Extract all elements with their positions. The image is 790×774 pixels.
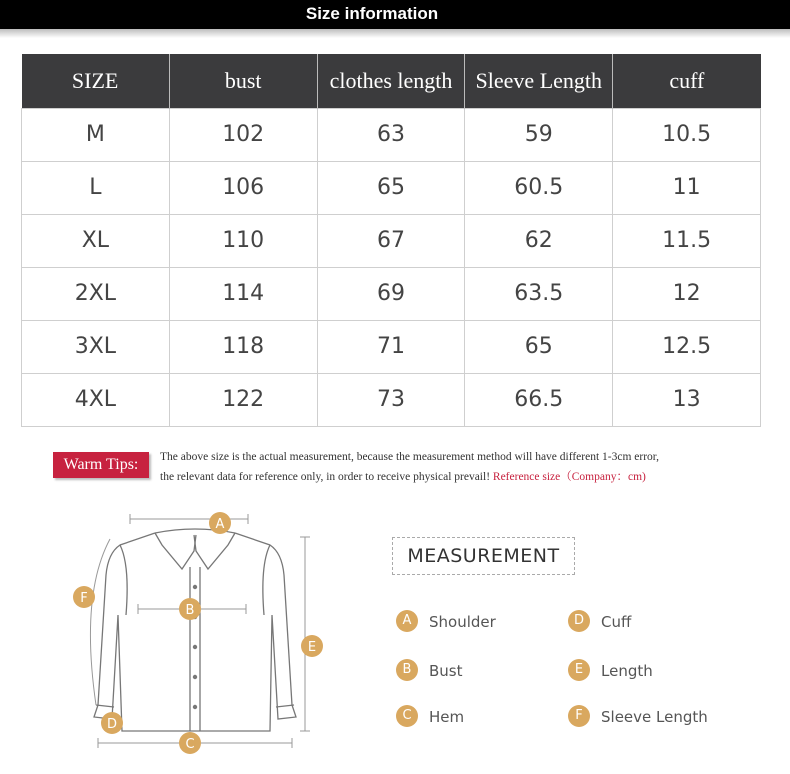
legend-badge-a-icon: A xyxy=(396,610,418,632)
banner-shadow xyxy=(0,29,790,38)
cell-bust: 114 xyxy=(169,267,317,320)
svg-text:C: C xyxy=(185,737,195,752)
legend-badge-e-icon: E xyxy=(568,659,590,681)
cell-size: 4XL xyxy=(22,373,170,426)
legend-badge-b-icon: B xyxy=(396,659,418,681)
cell-bust: 122 xyxy=(169,373,317,426)
legend-label: Shoulder xyxy=(429,613,496,631)
svg-text:D: D xyxy=(106,717,118,732)
tips-text-line2-body: the relevant data for reference only, in order to receive physical prevail! xyxy=(160,471,493,483)
cell-size: M xyxy=(22,108,170,161)
warm-tips-badge: Warm Tips: xyxy=(53,452,149,478)
table-row xyxy=(22,214,761,267)
cell-sleeve-length: 66.5 xyxy=(465,373,613,426)
legend-badge-c-icon: C xyxy=(396,705,418,727)
cell-bust: 106 xyxy=(169,161,317,214)
marker-f-icon xyxy=(73,586,95,608)
size-table-header-row xyxy=(22,54,761,108)
legend-label: Hem xyxy=(429,708,465,726)
cell-size: 2XL xyxy=(22,267,170,320)
cell-sleeve-length: 65 xyxy=(465,320,613,373)
cell-cuff: 13 xyxy=(613,373,761,426)
cell-sleeve-length: 59 xyxy=(465,108,613,161)
cell-size: XL xyxy=(22,214,170,267)
tips-text-line2 xyxy=(160,468,646,484)
svg-text:A: A xyxy=(215,517,225,532)
column-header-cuff: cuff xyxy=(613,54,761,108)
legend-label: Cuff xyxy=(601,613,632,631)
cell-clothes-length: 63 xyxy=(317,108,465,161)
legend-badge-d-icon: D xyxy=(568,610,590,632)
size-table xyxy=(21,54,761,427)
cell-bust: 110 xyxy=(169,214,317,267)
marker-e-icon xyxy=(301,635,323,657)
measurement-title-box xyxy=(392,537,575,575)
marker-a-icon xyxy=(209,512,231,534)
cell-cuff: 12 xyxy=(613,267,761,320)
legend-label: Bust xyxy=(429,662,463,680)
column-header-clothes-length: clothes length xyxy=(317,54,465,108)
measurement-title: MEASUREMENT xyxy=(407,545,560,567)
reference-size-note: Reference size（Company：cm) xyxy=(492,471,646,483)
shirt-measurement-diagram xyxy=(60,505,350,767)
legend-label: Sleeve Length xyxy=(601,708,708,726)
table-row xyxy=(22,320,761,373)
top-banner xyxy=(0,0,790,29)
cell-bust: 102 xyxy=(169,108,317,161)
cell-clothes-length: 71 xyxy=(317,320,465,373)
svg-text:E: E xyxy=(307,640,317,655)
cell-clothes-length: 65 xyxy=(317,161,465,214)
cell-clothes-length: 73 xyxy=(317,373,465,426)
cell-cuff: 10.5 xyxy=(613,108,761,161)
table-row xyxy=(22,267,761,320)
cell-cuff: 11 xyxy=(613,161,761,214)
cell-size: 3XL xyxy=(22,320,170,373)
legend-badge-f-icon: F xyxy=(568,705,590,727)
legend-label: Length xyxy=(601,662,653,680)
cell-sleeve-length: 60.5 xyxy=(465,161,613,214)
table-row xyxy=(22,161,761,214)
cell-sleeve-length: 63.5 xyxy=(465,267,613,320)
shirt-outline-icon xyxy=(94,529,296,731)
marker-d-icon xyxy=(101,712,123,734)
column-header-bust: bust xyxy=(169,54,317,108)
table-row xyxy=(22,373,761,426)
cell-cuff: 12.5 xyxy=(613,320,761,373)
table-row xyxy=(22,108,761,161)
banner-title: Size information xyxy=(305,4,439,23)
cell-clothes-length: 69 xyxy=(317,267,465,320)
column-header-size: SIZE xyxy=(22,54,170,108)
marker-c-icon xyxy=(179,732,201,754)
cell-bust: 118 xyxy=(169,320,317,373)
cell-size: L xyxy=(22,161,170,214)
svg-text:F: F xyxy=(80,591,88,606)
marker-b-icon xyxy=(179,598,201,620)
cell-clothes-length: 67 xyxy=(317,214,465,267)
tips-text-line1: The above size is the actual measurement, because the measurement method will have different 1-3cm error, xyxy=(160,451,660,463)
cell-cuff: 11.5 xyxy=(613,214,761,267)
svg-text:B: B xyxy=(185,603,195,618)
cell-sleeve-length: 62 xyxy=(465,214,613,267)
column-header-sleeve-length: Sleeve Length xyxy=(465,54,613,108)
